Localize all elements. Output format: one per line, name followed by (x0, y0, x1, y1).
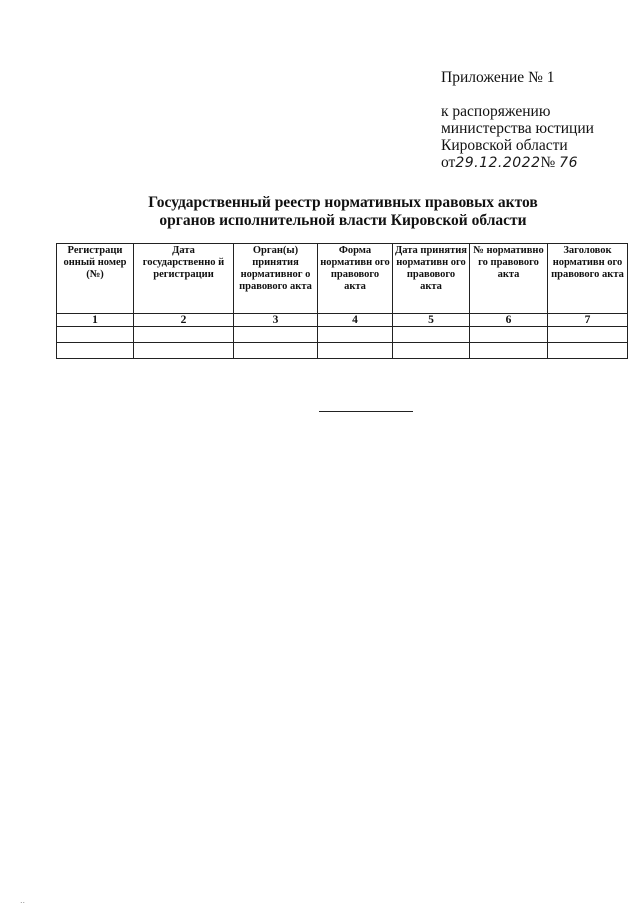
table-row (57, 327, 628, 343)
table-header-row (57, 244, 628, 314)
column-header-registration-date: Дата государственно й регистрации (134, 244, 234, 314)
appendix-date-line (441, 154, 631, 172)
table-cell (393, 343, 470, 359)
column-number: 4 (318, 314, 393, 327)
column-header-registration-number: Регистраци онный номер (№) (57, 244, 134, 314)
table-cell (548, 327, 628, 343)
handwritten-number: 76 (559, 155, 578, 171)
appendix-header (441, 69, 631, 172)
column-header-adoption-date: Дата принятия нормативн ого правового акта (393, 244, 470, 314)
column-header-act-title: Заголовок нормативн ого правового акта (548, 244, 628, 314)
table-cell (318, 327, 393, 343)
table-cell (134, 343, 234, 359)
column-number-row (57, 314, 628, 327)
table-cell (318, 343, 393, 359)
appendix-number: Приложение № 1 (441, 69, 555, 86)
date-prefix: от (441, 154, 456, 171)
registry-table (56, 243, 628, 359)
appendix-line-2: министерства юстиции (441, 120, 594, 137)
column-header-act-form: Форма нормативн ого правового акта (318, 244, 393, 314)
table-cell (548, 343, 628, 359)
title-line-1: Государственный реестр нормативных правовых актов (148, 194, 538, 211)
column-number: 2 (134, 314, 234, 327)
column-header-issuing-body: Орган(ы) принятия нормативног о правового акта (234, 244, 318, 314)
scan-corner-mark: .. (20, 896, 26, 905)
document-title (60, 194, 626, 230)
table-cell (234, 343, 318, 359)
column-number: 1 (57, 314, 134, 327)
handwritten-date: 29.12.2022 (455, 155, 541, 171)
table-cell (393, 327, 470, 343)
column-number: 6 (470, 314, 548, 327)
number-sign: № (540, 154, 556, 171)
column-header-act-number: № нормативно го правового акта (470, 244, 548, 314)
column-number: 7 (548, 314, 628, 327)
table-cell (57, 343, 134, 359)
table-cell (57, 327, 134, 343)
appendix-line-3: Кировской области (441, 137, 568, 154)
table-row (57, 343, 628, 359)
title-line-2: органов исполнительной власти Кировской области (159, 212, 527, 229)
appendix-line-1: к распоряжению (441, 103, 551, 120)
table-cell (234, 327, 318, 343)
closing-divider (319, 411, 413, 412)
column-number: 5 (393, 314, 470, 327)
column-number: 3 (234, 314, 318, 327)
table-cell (134, 327, 234, 343)
table-cell (470, 343, 548, 359)
table-cell (470, 327, 548, 343)
